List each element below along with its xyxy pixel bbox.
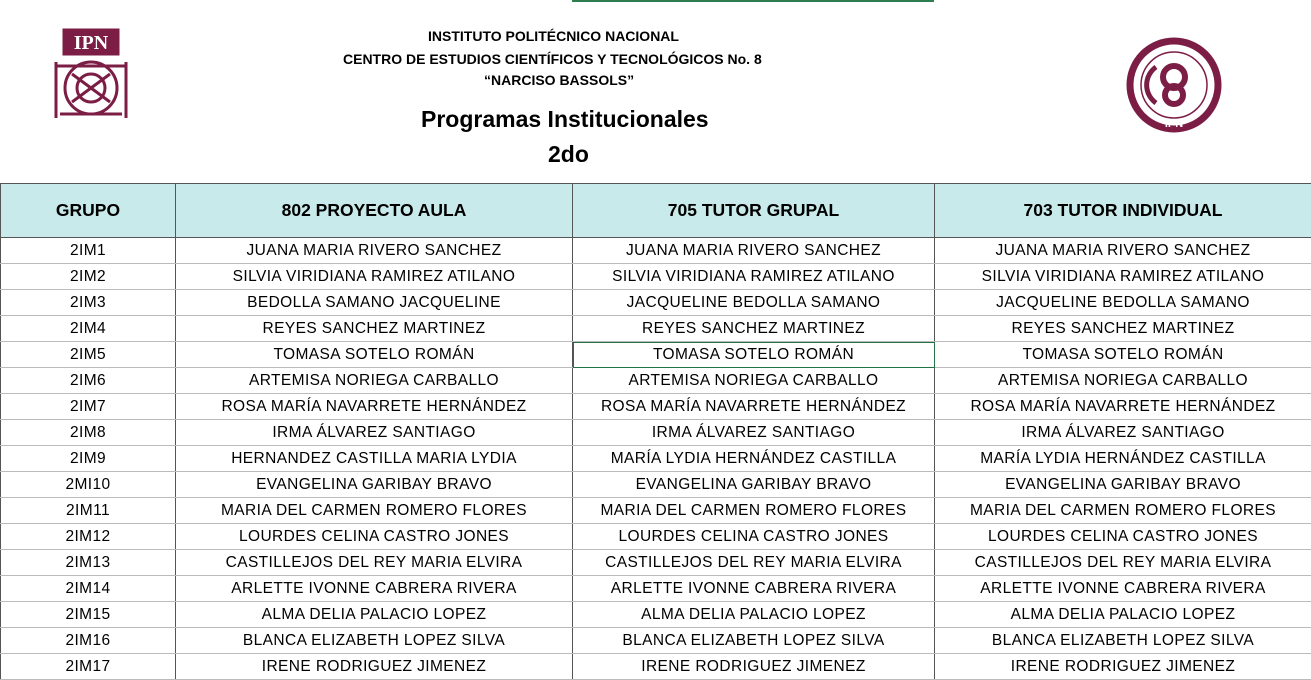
tutor-grupal-cell[interactable]: MARÍA LYDIA HERNÁNDEZ CASTILLA [573, 446, 935, 472]
group-cell[interactable]: 2IM5 [1, 342, 176, 368]
tutor-grupal-cell[interactable]: ALMA DELIA PALACIO LOPEZ [573, 602, 935, 628]
tutor-grupal-cell[interactable]: IRMA ÁLVAREZ SANTIAGO [573, 420, 935, 446]
table-row [1, 316, 1311, 342]
column-header-proyecto-aula[interactable]: 802 PROYECTO AULA [176, 184, 573, 238]
table-row [1, 576, 1311, 602]
tutor-individual-cell[interactable]: BLANCA ELIZABETH LOPEZ SILVA [935, 628, 1311, 654]
page-title: Programas Institucionales [421, 106, 709, 132]
group-cell[interactable]: 2MI10 [1, 472, 176, 498]
school-name: “NARCISO BASSOLS” [484, 72, 635, 88]
tutor-grupal-cell[interactable]: IRENE RODRIGUEZ JIMENEZ [573, 654, 935, 680]
proyecto-aula-cell[interactable]: ARLETTE IVONNE CABRERA RIVERA [176, 576, 573, 602]
institution-name: INSTITUTO POLITÉCNICO NACIONAL [428, 28, 679, 44]
ipn-logo-text: IPN [73, 32, 109, 54]
column-header-tutor-grupal[interactable]: 705 TUTOR GRUPAL [573, 184, 935, 238]
tutor-grupal-cell[interactable]: JACQUELINE BEDOLLA SAMANO [573, 290, 935, 316]
tutor-grupal-cell[interactable]: ROSA MARÍA NAVARRETE HERNÁNDEZ [573, 394, 935, 420]
proyecto-aula-cell[interactable]: IRMA ÁLVAREZ SANTIAGO [176, 420, 573, 446]
column-header-tutor-individual[interactable]: 703 TUTOR INDIVIDUAL [935, 184, 1311, 238]
tutor-grupal-cell[interactable]: MARIA DEL CARMEN ROMERO FLORES [573, 498, 935, 524]
tutor-grupal-cell[interactable]: ARTEMISA NORIEGA CARBALLO [573, 368, 935, 394]
page-subtitle: 2do [548, 141, 589, 167]
tutor-individual-cell[interactable]: ARTEMISA NORIEGA CARBALLO [935, 368, 1311, 394]
group-cell[interactable]: 2IM6 [1, 368, 176, 394]
cecyt-logo-text: IPN [1164, 118, 1184, 130]
table-row [1, 524, 1311, 550]
table-row [1, 290, 1311, 316]
group-cell[interactable]: 2IM16 [1, 628, 176, 654]
proyecto-aula-cell[interactable]: TOMASA SOTELO ROMÁN [176, 342, 573, 368]
column-header-grupo[interactable]: GRUPO [1, 184, 176, 238]
tutor-grupal-cell[interactable]: CASTILLEJOS DEL REY MARIA ELVIRA [573, 550, 935, 576]
proyecto-aula-cell[interactable]: MARIA DEL CARMEN ROMERO FLORES [176, 498, 573, 524]
tutor-grupal-cell[interactable]: LOURDES CELINA CASTRO JONES [573, 524, 935, 550]
tutor-grupal-cell[interactable]: REYES SANCHEZ MARTINEZ [573, 316, 935, 342]
group-cell[interactable]: 2IM8 [1, 420, 176, 446]
proyecto-aula-cell[interactable]: ARTEMISA NORIEGA CARBALLO [176, 368, 573, 394]
group-cell[interactable]: 2IM14 [1, 576, 176, 602]
tutor-individual-cell[interactable]: ARLETTE IVONNE CABRERA RIVERA [935, 576, 1311, 602]
tutor-grupal-cell[interactable]: BLANCA ELIZABETH LOPEZ SILVA [573, 628, 935, 654]
table-row [1, 446, 1311, 472]
programs-table [0, 183, 1311, 680]
ipn-logo [52, 26, 130, 120]
proyecto-aula-cell[interactable]: REYES SANCHEZ MARTINEZ [176, 316, 573, 342]
table-header-row [1, 184, 1311, 238]
proyecto-aula-cell[interactable]: ROSA MARÍA NAVARRETE HERNÁNDEZ [176, 394, 573, 420]
table-row [1, 420, 1311, 446]
document-header [0, 0, 1311, 183]
table-row [1, 394, 1311, 420]
proyecto-aula-cell[interactable]: BEDOLLA SAMANO JACQUELINE [176, 290, 573, 316]
proyecto-aula-cell[interactable]: ALMA DELIA PALACIO LOPEZ [176, 602, 573, 628]
cecyt-logo [1126, 37, 1222, 133]
group-cell[interactable]: 2IM9 [1, 446, 176, 472]
group-cell[interactable]: 2IM4 [1, 316, 176, 342]
tutor-individual-cell[interactable]: TOMASA SOTELO ROMÁN [935, 342, 1311, 368]
tutor-individual-cell[interactable]: IRENE RODRIGUEZ JIMENEZ [935, 654, 1311, 680]
tutor-individual-cell[interactable]: JACQUELINE BEDOLLA SAMANO [935, 290, 1311, 316]
tutor-grupal-cell[interactable]: EVANGELINA GARIBAY BRAVO [573, 472, 935, 498]
tutor-individual-cell[interactable]: MARÍA LYDIA HERNÁNDEZ CASTILLA [935, 446, 1311, 472]
proyecto-aula-cell[interactable]: JUANA MARIA RIVERO SANCHEZ [176, 238, 573, 264]
proyecto-aula-cell[interactable]: LOURDES CELINA CASTRO JONES [176, 524, 573, 550]
tutor-individual-cell[interactable]: EVANGELINA GARIBAY BRAVO [935, 472, 1311, 498]
proyecto-aula-cell[interactable]: EVANGELINA GARIBAY BRAVO [176, 472, 573, 498]
center-name: CENTRO DE ESTUDIOS CIENTÍFICOS Y TECNOLÓGICOS No. 8 [343, 51, 762, 67]
group-cell[interactable]: 2IM12 [1, 524, 176, 550]
table-row [1, 264, 1311, 290]
tutor-individual-cell[interactable]: SILVIA VIRIDIANA RAMIREZ ATILANO [935, 264, 1311, 290]
group-cell[interactable]: 2IM17 [1, 654, 176, 680]
group-cell[interactable]: 2IM1 [1, 238, 176, 264]
tutor-grupal-cell[interactable]: SILVIA VIRIDIANA RAMIREZ ATILANO [573, 264, 935, 290]
tutor-grupal-cell[interactable]: TOMASA SOTELO ROMÁN [573, 342, 935, 368]
tutor-individual-cell[interactable]: MARIA DEL CARMEN ROMERO FLORES [935, 498, 1311, 524]
group-cell[interactable]: 2IM15 [1, 602, 176, 628]
group-cell[interactable]: 2IM2 [1, 264, 176, 290]
group-cell[interactable]: 2IM3 [1, 290, 176, 316]
table-row [1, 368, 1311, 394]
proyecto-aula-cell[interactable]: IRENE RODRIGUEZ JIMENEZ [176, 654, 573, 680]
tutor-individual-cell[interactable]: JUANA MARIA RIVERO SANCHEZ [935, 238, 1311, 264]
group-cell[interactable]: 2IM7 [1, 394, 176, 420]
group-cell[interactable]: 2IM13 [1, 550, 176, 576]
proyecto-aula-cell[interactable]: BLANCA ELIZABETH LOPEZ SILVA [176, 628, 573, 654]
table-row [1, 602, 1311, 628]
tutor-grupal-cell[interactable]: ARLETTE IVONNE CABRERA RIVERA [573, 576, 935, 602]
proyecto-aula-cell[interactable]: HERNANDEZ CASTILLA MARIA LYDIA [176, 446, 573, 472]
tutor-individual-cell[interactable]: ROSA MARÍA NAVARRETE HERNÁNDEZ [935, 394, 1311, 420]
tutor-individual-cell[interactable]: CASTILLEJOS DEL REY MARIA ELVIRA [935, 550, 1311, 576]
table-row [1, 238, 1311, 264]
table-row [1, 628, 1311, 654]
group-cell[interactable]: 2IM11 [1, 498, 176, 524]
proyecto-aula-cell[interactable]: SILVIA VIRIDIANA RAMIREZ ATILANO [176, 264, 573, 290]
table-row [1, 498, 1311, 524]
table-row [1, 654, 1311, 680]
tutor-individual-cell[interactable]: ALMA DELIA PALACIO LOPEZ [935, 602, 1311, 628]
proyecto-aula-cell[interactable]: CASTILLEJOS DEL REY MARIA ELVIRA [176, 550, 573, 576]
tutor-individual-cell[interactable]: IRMA ÁLVAREZ SANTIAGO [935, 420, 1311, 446]
tutor-individual-cell[interactable]: REYES SANCHEZ MARTINEZ [935, 316, 1311, 342]
tutor-grupal-cell[interactable]: JUANA MARIA RIVERO SANCHEZ [573, 238, 935, 264]
table-body [1, 238, 1311, 680]
tutor-individual-cell[interactable]: LOURDES CELINA CASTRO JONES [935, 524, 1311, 550]
table-row [1, 550, 1311, 576]
table-row [1, 342, 1311, 368]
table-row [1, 472, 1311, 498]
